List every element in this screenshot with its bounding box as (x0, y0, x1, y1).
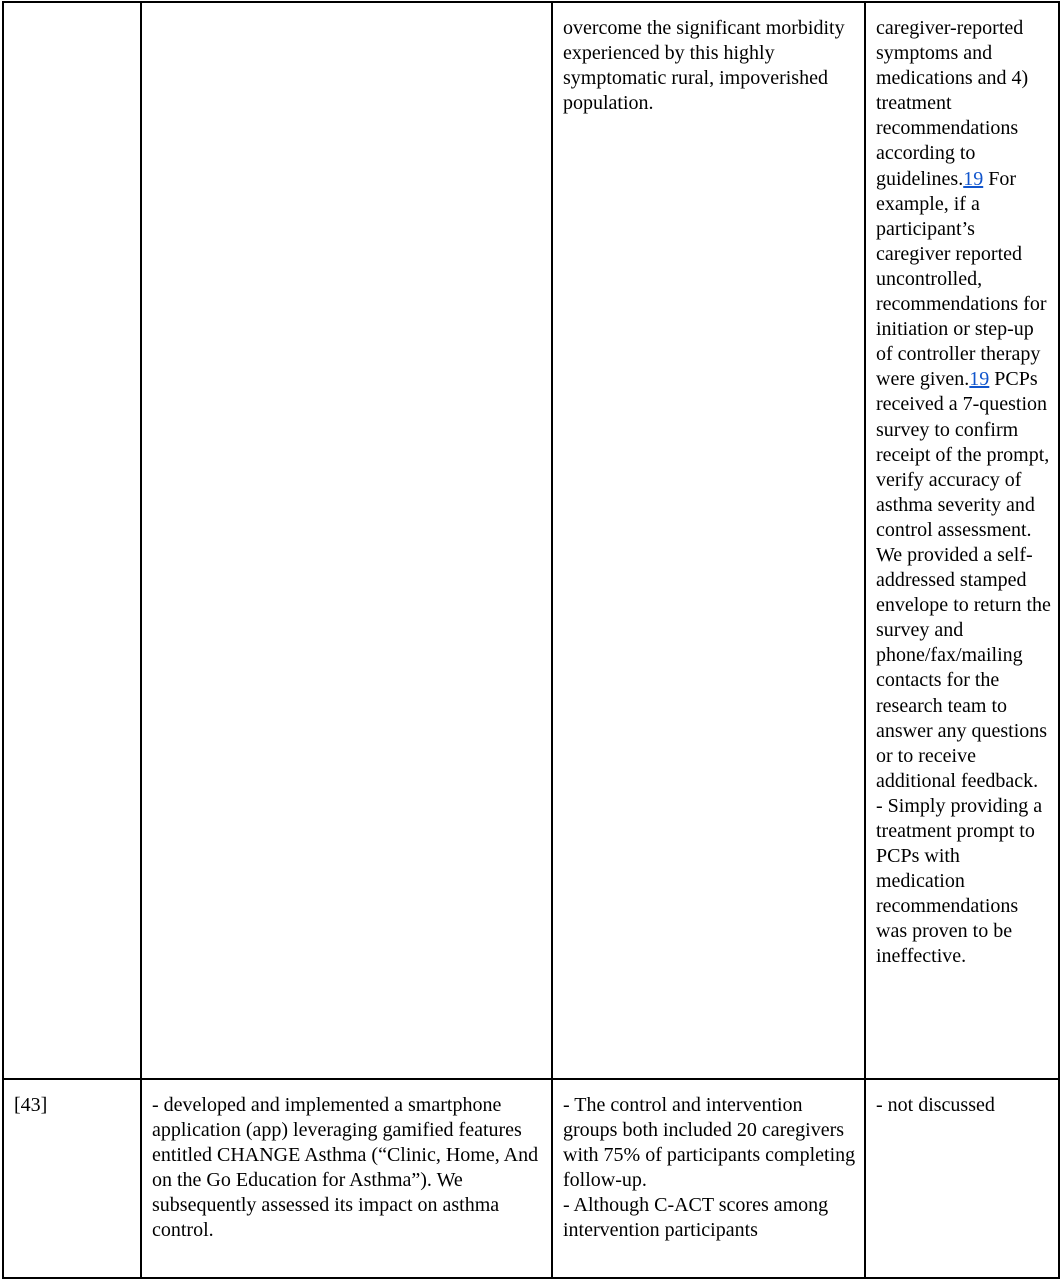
evidence-table (2, 1, 1060, 1279)
table-cell-reference (3, 1079, 141, 1278)
table-cell-reference (3, 2, 141, 1079)
cell-text: For example, if a participant’s caregiver reported uncontrolled, recommendations for initiation or step-up of controller therapy were given. (876, 167, 1047, 391)
table-cell-findings (552, 2, 865, 1079)
table-cell-description (141, 1079, 552, 1278)
table-cell-description (141, 2, 552, 1079)
bullet-text: - The control and intervention groups both included 20 caregivers with 75% of participants completing follow-up. (563, 1094, 856, 1192)
table-row (3, 2, 1059, 1079)
cell-text: PCPs received a 7-question survey to confirm receipt of the prompt, verify accuracy of asthma severity and control assessment. We provided a self-addressed stamped envelope to return the survey and phone/fax/mailing contacts for the research team to answer any questions or to receive additional feedback. (876, 368, 1051, 792)
table-cell-notes (865, 2, 1059, 1079)
table-cell-findings (552, 1079, 865, 1278)
bullet-text: - Although C-ACT scores among intervention participants (563, 1194, 829, 1242)
reference-number: [43] (14, 1094, 48, 1116)
table-row (3, 1079, 1059, 1278)
cell-text: - not discussed (876, 1094, 995, 1116)
cell-text: caregiver-reported symptoms and medications and 4) treatment recommendations according to guidelines. (876, 17, 1029, 190)
bullet-text: - Simply providing a treatment prompt to PCPs with medication recommendations was proven to be ineffective. (876, 794, 1043, 968)
citation-link[interactable]: 19 (963, 167, 984, 190)
cell-text: - developed and implemented a smartphone application (app) leveraging gamified features entitled CHANGE Asthma (“Clinic, Home, And on the Go Education for Asthma”). We subsequently assessed its impact on asthma control. (152, 1094, 539, 1242)
cell-text: overcome the significant morbidity experienced by this highly symptomatic rural, impoverished population. (563, 17, 845, 115)
citation-link[interactable]: 19 (969, 368, 990, 391)
table-cell-notes (865, 1079, 1059, 1278)
